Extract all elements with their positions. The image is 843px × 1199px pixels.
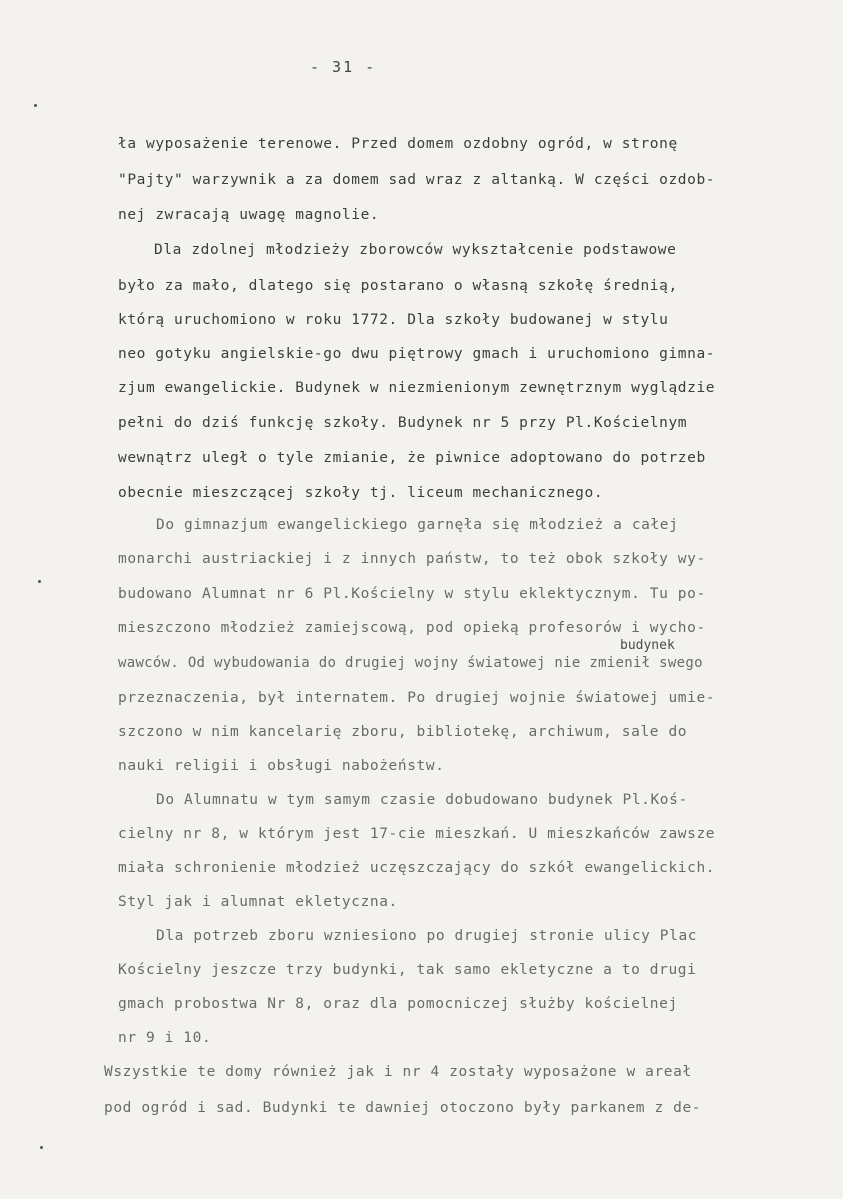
scan-speck [34, 104, 37, 107]
text-line: budowano Alumnat nr 6 Pl.Kościelny w stylu eklektycznym. Tu po- [118, 586, 706, 602]
text-line: pod ogród i sad. Budynki te dawniej otoczono były parkanem z de- [104, 1100, 702, 1116]
text-line: którą uruchomiono w roku 1772. Dla szkoły budowanej w stylu [118, 312, 669, 328]
text-line: Kościelny jeszcze trzy budynki, tak samo ekletyczne a to drugi [118, 962, 697, 978]
scan-speck [38, 580, 41, 583]
text-line: wewnątrz uległ o tyle zmianie, że piwnice adoptowano do potrzeb [118, 450, 706, 466]
text-line: Do gimnazjum ewangelickiego garnęła się młodzież a całej [156, 517, 679, 533]
text-line: zjum ewangelickie. Budynek w niezmienionym zewnętrznym wyglądzie [118, 380, 716, 396]
text-line: ła wyposażenie terenowe. Przed domem ozdobny ogród, w stronę [118, 136, 678, 152]
text-line: nej zwracają uwagę magnolie. [118, 207, 380, 223]
text-line: Styl jak i alumnat ekletyczna. [118, 894, 398, 910]
text-line: Dla potrzeb zboru wzniesiono po drugiej stronie ulicy Plac [156, 928, 698, 944]
text-line: Do Alumnatu w tym samym czasie dobudowano budynek Pl.Koś- [156, 792, 688, 808]
text-line: obecnie mieszczącej szkoły tj. liceum mechanicznego. [118, 485, 604, 501]
text-line: miała schronienie młodzież uczęszczający do szkół ewangelickich. [118, 860, 716, 876]
text-line: monarchi austriackiej i z innych państw, to też obok szkoły wy- [118, 551, 706, 567]
text-line: "Pajty" warzywnik a za domem sad wraz z altanką. W części ozdob- [118, 172, 716, 188]
text-line: Dla zdolnej młodzieży zborowców wykształcenie podstawowe [154, 242, 677, 258]
text-line: pełni do dziś funkcję szkoły. Budynek nr 5 przy Pl.Kościelnym [118, 415, 688, 431]
text-line: mieszczono młodzież zamiejscową, pod opieką profesorów i wycho- [118, 620, 706, 636]
text-line: nr 9 i 10. [118, 1030, 212, 1046]
text-line: było za mało, dlatego się postarano o własną szkołę średnią, [118, 278, 678, 294]
text-line: Wszystkie te domy również jak i nr 4 zostały wyposażone w areał [104, 1064, 692, 1080]
handwritten-insertion: budynek [620, 638, 675, 653]
scan-speck [40, 1146, 43, 1149]
text-line: szczono w nim kancelarię zboru, bibliotekę, archiwum, sale do [118, 724, 688, 740]
text-line: nauki religii i obsługi nabożeństw. [118, 758, 445, 774]
text-line: przeznaczenia, był internatem. Po drugiej wojnie światowej umie- [118, 690, 716, 706]
text-line: gmach probostwa Nr 8, oraz dla pomocniczej służby kościelnej [118, 996, 678, 1012]
text-line: cielny nr 8, w którym jest 17-cie mieszkań. U mieszkańców zawsze [118, 826, 716, 842]
page-number: - 31 - [310, 58, 377, 76]
text-line: neo gotyku angielskie-go dwu piętrowy gmach i uruchomiono gimna- [118, 346, 716, 362]
text-line: wawców. Od wybudowania do drugiej wojny światowej nie zmienił swego [118, 655, 703, 671]
